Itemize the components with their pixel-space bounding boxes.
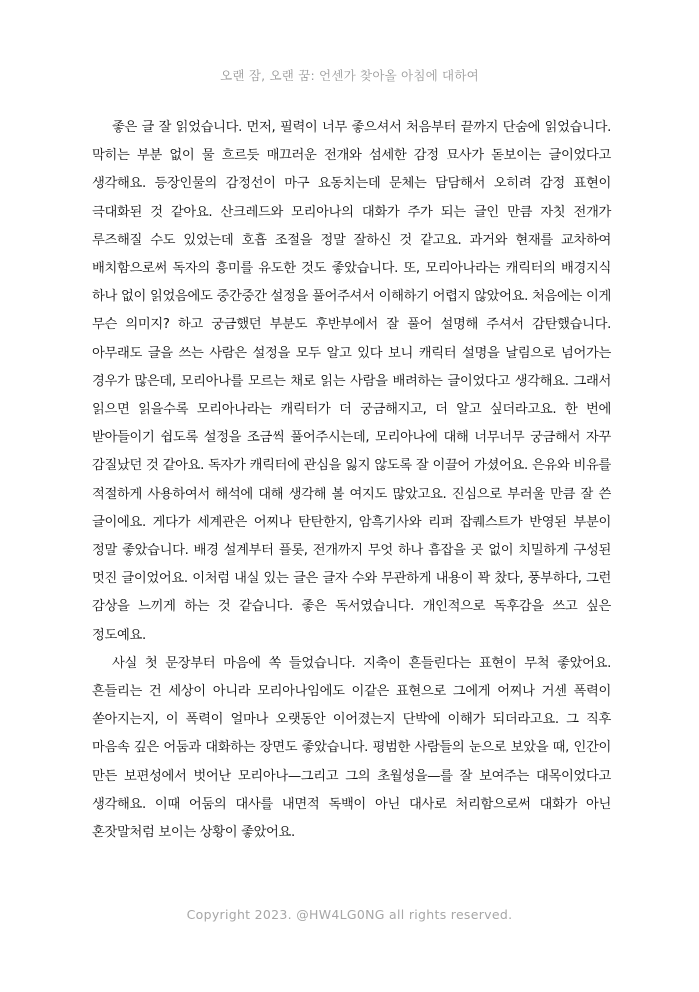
paragraph-1: 좋은 글 잘 읽었습니다. 먼저, 필력이 너무 좋으셔서 처음부터 끝까지 단숨에 읽었습니다. 막히는 부분 없이 물 흐르듯 매끄러운 전개와 섬세한 감정 묘사가 돋보이는 글이었다고 생각해요. 등장인물의 감정선이 마구 요동치는데 문체는 담담해서 오히려 감정 표현이 극대화된 것 같아요. 산크레드와 모리아나의 대화가 주가 되는 글인 만큼 자칫 전개가 루즈해질 수도 있었는데 호흡 조절을 정말 잘하신 것 같고요. 과거와 현재를 교차하여 배치함으로써 독자의 흥미를 유도한 것도 좋았습니다. 또, 모리아나라는 캐릭터의 배경지식 하나 없이 읽었음에도 중간중간 설정을 풀어주셔서 이해하기 어렵지 않았어요. 처음에는 이게 무슨 의미지? 하고 궁금했던 부분도 후반부에서 잘 풀어 설명해 주셔서 감탄했습니다. 아무래도 글을 쓰는 사람은 설정을 모두 알고 있다 보니 캐릭터 설명을 날림으로 넘어가는 경우가 많은데, 모리아나를 모르는 채로 읽는 사람을 배려하는 글이었다고 생각해요. 그래서 읽으면 읽을수록 모리아나라는 캐릭터가 더 궁금해지고, 더 알고 싶더라고요. 한 번에 받아들이기 쉽도록 설정을 조금씩 풀어주시는데, 모리아나에 대해 너무너무 궁금해서 자꾸 감질났던 것 같아요. 독자가 캐릭터에 관심을 잃지 않도록 잘 이끌어 가셨어요. 은유와 비유를 적절하게 사용하여서 해석에 대해 생각해 볼 여지도 많았고요. 진심으로 부러울 만큼 잘 쓴 글이에요. 게다가 세계관은 어찌나 탄탄한지, 암흑기사와 리퍼 잡퀘스트가 반영된 부분이 정말 좋았습니다. 배경 설계부터 플롯, 전개까지 무엇 하나 흠잡을 곳 없이 치밀하게 구성된 멋진 글이었어요. 이처럼 내실 있는 글은 글자 수와 무관하게 내용이 꽉 찼다, 풍부하다, 그런 감상을 느끼게 하는 것 같습니다. 좋은 독서였습니다. 개인적으로 독후감을 쓰고 싶은 정도예요. <box>92 120 611 643</box>
page-header-title: 오랜 잠, 오랜 꿈: 언센가 찾아올 아침에 대하여 <box>220 68 479 83</box>
page-footer-copyright: Copyright 2023. @HW4LG0NG all rights reserved. <box>186 907 513 922</box>
paragraph-2: 사실 첫 문장부터 마음에 쏙 들었습니다. 지축이 흔들린다는 표현이 무척 좋았어요. 흔들리는 건 세상이 아니라 모리아나임에도 이같은 표현으로 그에게 어찌나 거센 폭력이 쏟아지는지, 이 폭력이 얼마나 오랫동안 이어졌는지 단박에 이해가 되더라고요. 그 직후 마음속 깊은 어둠과 대화하는 장면도 좋았습니다. 평범한 사람들의 눈으로 보았을 때, 인간이 만든 보편성에서 벗어난 모리아나—그리고 그의 초월성을—를 잘 보여주는 대목이었다고 생각해요. 이때 어둠의 대사를 내면적 독백이 아닌 대사로 처리함으로써 대화가 아닌 혼잣말처럼 보이는 상황이 좋았어요. <box>92 655 611 841</box>
document-body <box>92 114 611 847</box>
